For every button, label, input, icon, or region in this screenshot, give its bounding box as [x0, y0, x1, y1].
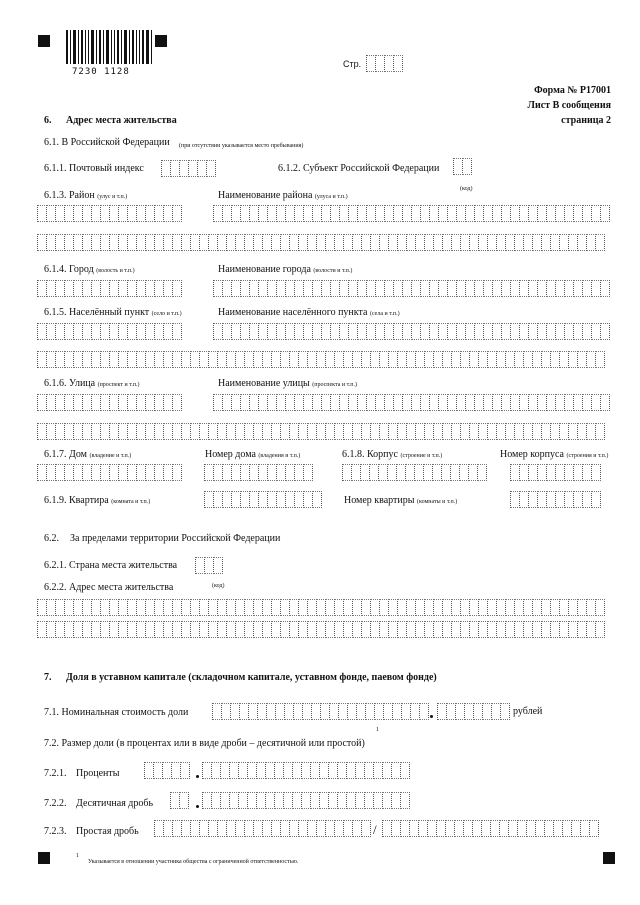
street-label: 6.1.6. Улица (проспект и т.п.)	[44, 378, 140, 389]
locality-type-field[interactable]	[37, 323, 182, 340]
country-label: 6.2.1. Страна места жительства	[44, 560, 178, 571]
percent-label: Проценты	[76, 768, 120, 779]
district-name-field[interactable]	[213, 205, 610, 222]
district-name-field-2[interactable]	[37, 234, 605, 251]
section-6-1-note: (при отсутствии указывается место пребывания)	[179, 143, 304, 149]
section-7-title: Доля в уставном капитале (складочном капитале, уставном фонде, паевом фонде)	[66, 672, 437, 683]
street-name-label: Наименование улицы (проспекта и т.п.)	[218, 378, 357, 389]
locality-name-label: Наименование населённого пункта (села и т.п.)	[218, 307, 400, 318]
decimal-integer-field[interactable]	[170, 792, 189, 809]
corner-marker-top-right	[155, 35, 167, 47]
building-type-field[interactable]	[342, 464, 487, 481]
foreign-address-field[interactable]	[37, 599, 605, 616]
flat-type-field[interactable]	[204, 491, 322, 508]
city-type-field[interactable]	[37, 280, 182, 297]
section-6-1-title: 6.1. В Российской Федерации	[44, 137, 170, 148]
section-6-title: Адрес места жительства	[66, 115, 177, 126]
nominal-value-label: 7.1. Номинальная стоимость доли	[44, 707, 189, 718]
section-7-number: 7.	[44, 672, 52, 683]
flat-label: 6.1.9. Квартира (комната и т.п.)	[44, 495, 151, 506]
decimal-number: 7.2.2.	[44, 798, 67, 809]
percent-decimal-point	[196, 775, 199, 778]
country-code-field[interactable]	[195, 557, 223, 574]
street-type-field[interactable]	[37, 394, 182, 411]
nominal-value-rubles-field[interactable]	[212, 703, 429, 720]
fraction-slash: /	[373, 822, 377, 837]
page-label: Стр.	[343, 59, 362, 69]
decimal-label: Десятичная дробь	[76, 798, 154, 809]
simple-number: 7.2.3.	[44, 826, 67, 837]
percent-number: 7.2.1.	[44, 768, 67, 779]
barcode	[66, 30, 154, 64]
street-name-field[interactable]	[213, 394, 610, 411]
district-label: 6.1.3. Район (улус и т.п.)	[44, 190, 128, 201]
decimal-point	[430, 715, 433, 718]
district-name-label: Наименование района (улуса и т.п.)	[218, 190, 348, 201]
locality-name-field-2[interactable]	[37, 351, 605, 368]
page-title: страница 2	[561, 115, 611, 126]
simple-denominator-field[interactable]	[382, 820, 599, 837]
locality-name-field[interactable]	[213, 323, 610, 340]
subject-label: 6.1.2. Субъект Российской Федерации	[278, 163, 440, 174]
footnote-reference: 1	[376, 727, 379, 733]
corner-marker-top-left	[38, 35, 50, 47]
flat-number-label: Номер квартиры (комнаты и т.п.)	[344, 495, 458, 506]
decimal-fraction-field[interactable]	[202, 792, 410, 809]
locality-label: 6.1.5. Населённый пункт (село и т.п.)	[44, 307, 182, 318]
sheet-label: Лист В сообщения	[527, 100, 611, 111]
postal-index-label: 6.1.1. Почтовый индекс	[44, 163, 144, 174]
corner-marker-bottom-left	[38, 852, 50, 864]
street-name-field-2[interactable]	[37, 423, 605, 440]
page-number-cells[interactable]	[366, 55, 403, 72]
building-number-field[interactable]	[510, 464, 601, 481]
corner-marker-bottom-right	[603, 852, 615, 864]
decimal-fraction-point	[196, 805, 199, 808]
form-number: Форма № Р17001	[534, 85, 611, 96]
section-6-2-number: 6.2.	[44, 533, 59, 544]
simple-label: Простая дробь	[76, 826, 139, 837]
postal-index-field[interactable]	[161, 160, 216, 177]
flat-number-field[interactable]	[510, 491, 601, 508]
subject-code-note: (код)	[460, 186, 473, 192]
share-size-label: 7.2. Размер доли (в процентах или в виде дроби – десятичной или простой)	[44, 738, 365, 749]
footnote-mark: 1	[76, 853, 79, 859]
house-number-field[interactable]	[204, 464, 313, 481]
subject-code-field[interactable]	[453, 158, 472, 175]
section-6-number: 6.	[44, 115, 52, 126]
nominal-value-kopecks-field[interactable]	[437, 703, 510, 720]
simple-numerator-field[interactable]	[154, 820, 371, 837]
city-name-label: Наименование города (волости и т.п.)	[218, 264, 353, 275]
percent-fraction-field[interactable]	[202, 762, 410, 779]
footnote-text: Указывается в отношении участника общества с ограниченной ответственностью.	[88, 859, 299, 865]
rubles-label: рублей	[513, 706, 543, 717]
percent-integer-field[interactable]	[144, 762, 190, 779]
country-code-note: (код)	[212, 583, 225, 589]
barcode-number: 7230 1128	[72, 67, 130, 77]
district-type-field[interactable]	[37, 205, 182, 222]
section-6-2-title: За пределами территории Российской Федерации	[70, 533, 281, 544]
house-type-field[interactable]	[37, 464, 182, 481]
house-label: 6.1.7. Дом (владение и т.п.)	[44, 449, 132, 460]
building-number-label: Номер корпуса (строения и т.п.)	[500, 449, 609, 460]
address-label: 6.2.2. Адрес места жительства	[44, 582, 174, 593]
house-number-label: Номер дома (владения и т.п.)	[205, 449, 301, 460]
building-label: 6.1.8. Корпус (строение и т.п.)	[342, 449, 443, 460]
city-label: 6.1.4. Город (волость и т.п.)	[44, 264, 135, 275]
city-name-field[interactable]	[213, 280, 610, 297]
foreign-address-field-2[interactable]	[37, 621, 605, 638]
